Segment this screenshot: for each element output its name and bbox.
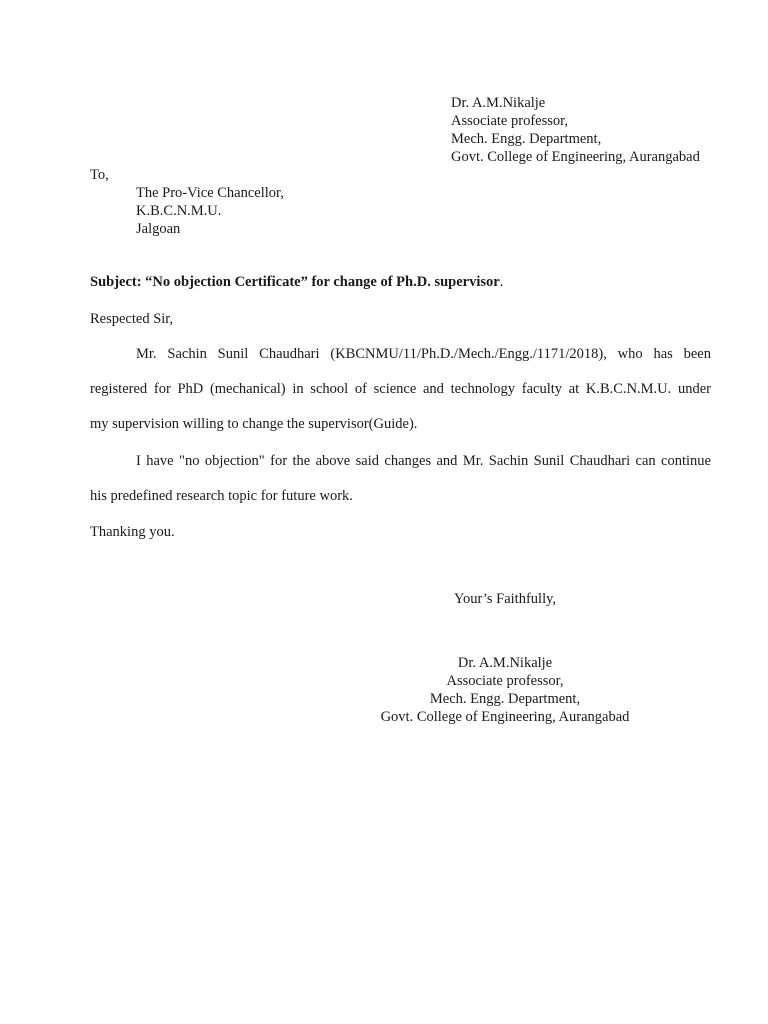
closing-block [340,590,670,608]
sender-name: Dr. A.M.Nikalje [451,95,546,111]
signature-block [340,654,670,726]
signature-department: Mech. Engg. Department, [429,691,581,707]
recipient-title: The Pro-Vice Chancellor, [136,185,284,201]
subject-text: Subject: “No objection Certificate” for change of Ph.D. supervisor [90,274,500,290]
signature-name: Dr. A.M.Nikalje [457,655,553,671]
para1-line3: my supervision willing to change the supervisor(Guide). [90,416,418,432]
para1-line1: Mr. Sachin Sunil Chaudhari (KBCNMU/11/Ph.D./Mech./Engg./1171/2018), who has been [136,346,711,362]
recipient-university: K.B.C.N.M.U. [136,203,222,219]
signature-institute: Govt. College of Engineering, Aurangabad [380,709,630,725]
thanks-text: Thanking you. [90,524,175,540]
greeting: Respected Sir, [90,311,174,327]
recipient-city: Jalgoan [136,221,181,237]
sender-department: Mech. Engg. Department, [451,131,602,147]
subject-line [90,273,503,291]
para1-line2: registered for PhD (mechanical) in school of science and technology faculty at K.B.C.N.M.U. under [90,381,711,397]
signature-designation: Associate professor, [446,673,564,689]
closing-text: Your’s Faithfully, [453,591,557,607]
recipient-to: To, [90,167,109,183]
para2-line2: his predefined research topic for future work. [90,488,353,504]
subject-end: . [499,274,504,290]
para2-line1: I have "no objection" for the above said changes and Mr. Sachin Sunil Chaudhari can continue [136,453,711,469]
sender-designation: Associate professor, [451,113,568,129]
sender-institute: Govt. College of Engineering, Aurangabad [451,149,700,165]
